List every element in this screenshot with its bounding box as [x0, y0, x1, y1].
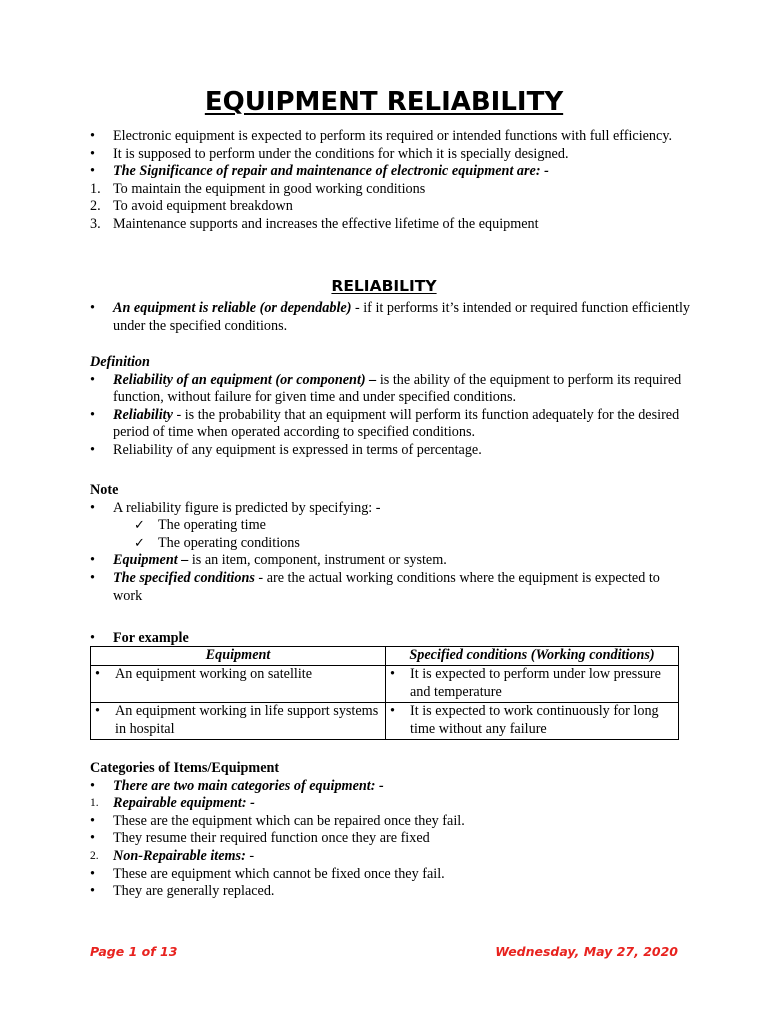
table-cell: • An equipment working on satellite [91, 666, 386, 703]
bullet-icon [95, 703, 115, 738]
table-row [91, 666, 679, 703]
bullet-icon [90, 778, 113, 796]
list-item: • They resume their required function once they are fixed [90, 830, 690, 848]
table-cell: • It is expected to perform under low pressure and temperature [386, 666, 679, 703]
bullet-icon [90, 883, 113, 901]
reliability-section [90, 300, 690, 335]
check-item: ✓ The operating conditions [134, 534, 300, 551]
table-header-row [91, 647, 679, 666]
bullet-icon [90, 500, 113, 518]
checkmark-icon: ✓ [134, 518, 145, 534]
list-item: • These are the equipment which can be repaired once they fail. [90, 813, 690, 831]
list-item: • Equipment – is an item, component, instrument or system. [90, 552, 690, 570]
bullet-icon [90, 830, 113, 848]
bullet-icon [90, 300, 113, 335]
table-row [91, 703, 679, 740]
table-cell: • It is expected to work continuously for long time without any failure [386, 703, 679, 740]
example-label: • For example [90, 630, 690, 648]
intro-section [90, 128, 690, 234]
list-item: • An equipment is reliable (or dependable) - if it performs it’s intended or required function efficiently under the specified conditions. [90, 300, 690, 335]
bullet-icon [90, 813, 113, 831]
page-number: Page 1 of 13 [90, 944, 178, 959]
list-item: • Reliability of an equipment (or component) – is the ability of the equipment to perform its required function, without failure for given time and under specified conditions. [90, 372, 690, 407]
table-header: Specified conditions (Working conditions) [386, 647, 679, 666]
categories-section [90, 760, 690, 901]
note-section [90, 482, 690, 605]
bullet-icon [90, 630, 113, 648]
numbered-item: 2. Non-Repairable items: - [90, 847, 255, 864]
bullet-icon [90, 552, 113, 570]
table-header: Equipment [91, 647, 386, 666]
bullet-icon [90, 442, 113, 460]
list-item: • Reliability of any equipment is expressed in terms of percentage. [90, 442, 690, 460]
numbered-item: 1. Repairable equipment: - [90, 795, 255, 812]
definition-section [90, 354, 690, 460]
note-heading: Note [90, 482, 119, 498]
list-item: • They are generally replaced. [90, 883, 690, 901]
list-item: • The specified conditions - are the actual working conditions where the equipment is expected to work [90, 570, 690, 605]
bullet-icon [90, 146, 113, 164]
numbered-item: 3. Maintenance supports and increases the effective lifetime of the equipment [90, 215, 539, 232]
list-item: • It is supposed to perform under the conditions for which it is specially designed. [90, 146, 690, 164]
bullet-icon [90, 128, 113, 146]
bullet-icon [390, 703, 410, 738]
list-item: • There are two main categories of equipment: - [90, 778, 690, 796]
list-item: • These are equipment which cannot be fixed once they fail. [90, 866, 690, 884]
bullet-icon [390, 666, 410, 701]
bullet-icon [90, 407, 113, 442]
list-item: • Reliability - is the probability that an equipment will perform its function adequately for the desired period of time when operated according to specified conditions. [90, 407, 690, 442]
footer-date: Wednesday, May 27, 2020 [495, 944, 678, 959]
bullet-icon [90, 163, 113, 181]
bullet-icon [90, 570, 113, 605]
categories-heading: Categories of Items/Equipment [90, 760, 280, 776]
checkmark-icon: ✓ [134, 535, 145, 551]
bullet-icon [95, 666, 115, 684]
check-item: ✓ The operating time [134, 517, 266, 534]
section-heading-reliability: RELIABILITY [331, 277, 437, 295]
list-item: • A reliability figure is predicted by specifying: - [90, 500, 690, 518]
example-table [90, 646, 679, 740]
page-title: EQUIPMENT RELIABILITY [204, 87, 564, 117]
numbered-item: 1. To maintain the equipment in good working conditions [90, 180, 426, 197]
bullet-icon [90, 866, 113, 884]
definition-heading: Definition [90, 354, 150, 370]
list-item: • The Significance of repair and maintenance of electronic equipment are: - [90, 163, 690, 181]
bullet-icon [90, 372, 113, 407]
list-item: • Electronic equipment is expected to perform its required or intended functions with full efficiency. [90, 128, 690, 146]
table-cell: • An equipment working in life support systems in hospital [91, 703, 386, 740]
numbered-item: 2. To avoid equipment breakdown [90, 198, 293, 215]
